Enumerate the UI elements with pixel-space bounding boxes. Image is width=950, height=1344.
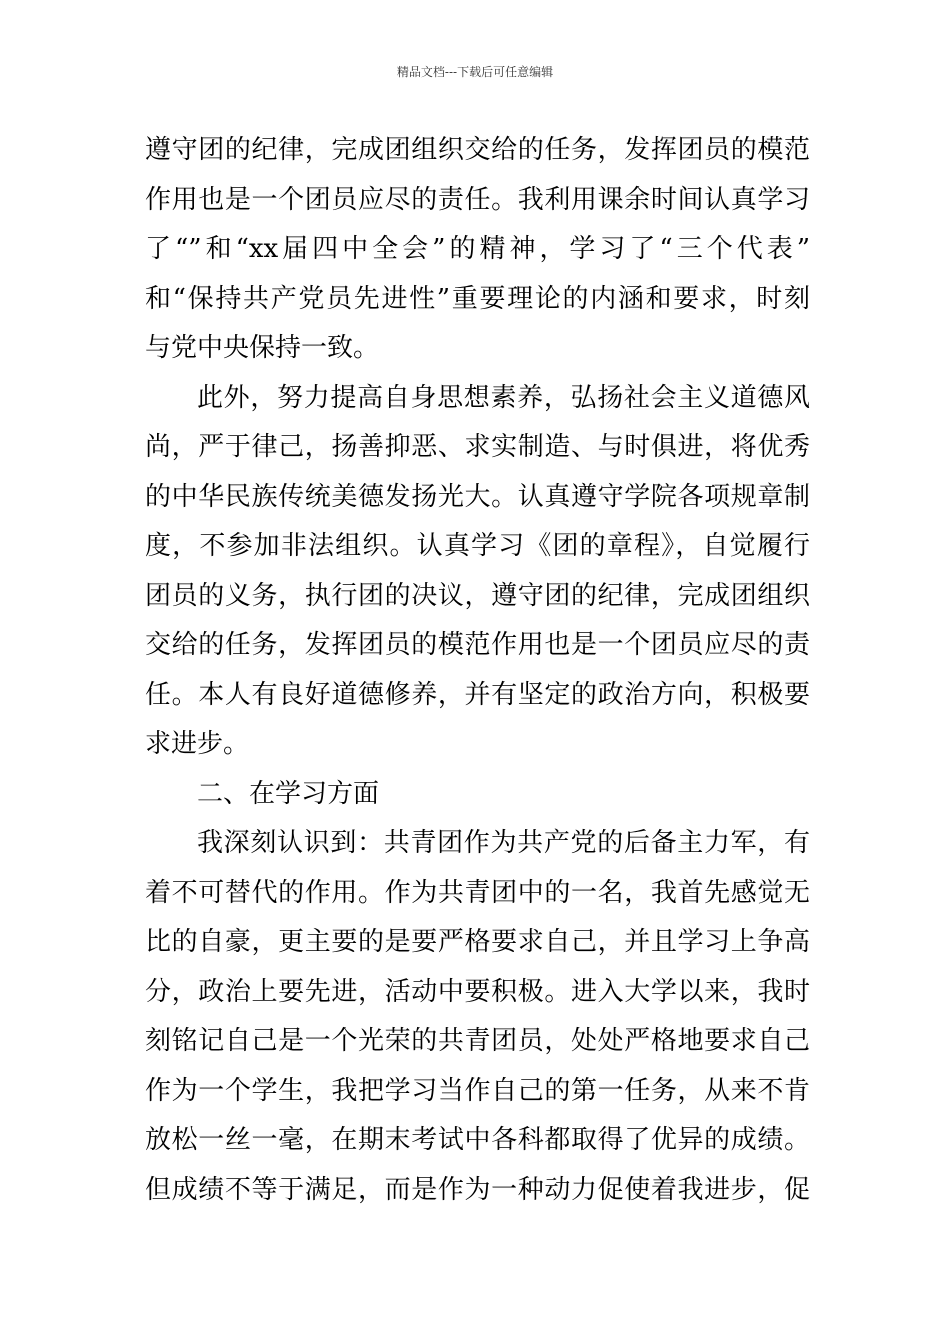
page-header: 精品文档---下载后可任意编辑: [396, 65, 554, 79]
text-line: 刻铭记自己是一个光荣的共青团员，处处严格地要求自己: [145, 1026, 810, 1056]
text-line: 着不可替代的作用。作为共青团中的一名，我首先感觉无: [145, 877, 810, 908]
text-line: 我深刻认识到：共青团作为共产党的后备主力军，有: [197, 828, 810, 858]
paragraph: [145, 126, 810, 374]
document-body: [145, 126, 810, 1215]
text-line: 作用也是一个团员应尽的责任。我利用课余时间认真学习: [145, 184, 810, 215]
text-line: 与党中央保持一致。: [145, 333, 380, 363]
text-line: 但成绩不等于满足，而是作为一种动力促使着我进步，促: [145, 1174, 810, 1205]
text-line: 分，政治上要先进，活动中要积极。进入大学以来，我时: [145, 976, 810, 1007]
text-line: 和“保持共产党员先进性”重要理论的内涵和要求，时刻: [145, 283, 810, 314]
text-line: 二、在学习方面: [197, 778, 380, 809]
text-line: 了“”和“xx届四中全会”的精神，学习了“三个代表”: [145, 234, 810, 264]
text-line: 放松一丝一毫，在期末考试中各科都取得了优异的成绩。: [145, 1125, 810, 1155]
text-line: 尚，严于律己，扬善抑恶、求实制造、与时俱进，将优秀: [145, 432, 810, 462]
text-line: 比的自豪，更主要的是要严格要求自己，并且学习上争高: [145, 927, 810, 957]
text-line: 此外，努力提高自身思想素养，弘扬社会主义道德风: [197, 382, 810, 413]
text-line: 遵守团的纪律，完成团组织交给的任务，发挥团员的模范: [145, 135, 810, 165]
text-line: 作为一个学生，我把学习当作自己的第一任务，从来不肯: [145, 1075, 810, 1106]
text-line: 的中华民族传统美德发扬光大。认真遵守学院各项规章制: [145, 481, 810, 512]
text-line: 度，不参加非法组织。认真学习《团的章程》，自觉履行: [145, 531, 810, 561]
text-line: 团员的义务，执行团的决议，遵守团的纪律，完成团组织: [145, 580, 810, 611]
paragraph: [145, 374, 810, 770]
text-line: 任。本人有良好道德修养，并有坚定的政治方向，积极要: [145, 679, 810, 710]
section-heading: [145, 770, 810, 820]
text-line: 交给的任务，发挥团员的模范作用也是一个团员应尽的责: [145, 630, 810, 660]
paragraph: [145, 819, 810, 1215]
text-line: 求进步。: [145, 729, 250, 759]
